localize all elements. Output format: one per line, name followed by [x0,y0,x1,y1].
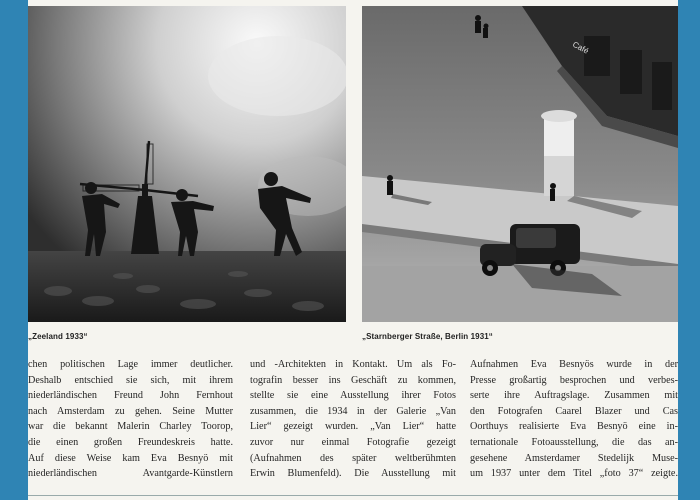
text-column-2 [250,357,456,482]
text-line: niederländischen Avantgarde-Künstlern [28,468,233,480]
text-line: Oorthuys realisierte Eva Besnyö eine in- [470,421,678,433]
caption-right: „Starnberger Straße, Berlin 1931“ [362,332,493,341]
text-line: Aufnahmen Eva Besnyös wurde in der [470,359,678,370]
bottom-rule [28,495,678,496]
text-line: chen politischen Lage immer deutlicher. [28,359,233,370]
text-line: die einen großen Freundeskreis hatte. [28,436,233,448]
text-column-3 [470,357,678,482]
text-line: war die bekannt Malerin Charley Toorop, [28,421,233,433]
text-line: gesehene Amsterdamer Stedelijk Muse- [470,452,678,464]
text-line: tografin besser ins Geschäft zu kommen, [250,374,456,386]
text-line: Auf diese Weise kam Eva Besnyö mit [28,452,233,464]
cafe-sign: Café [571,39,591,56]
magazine-page [28,0,678,500]
text-line: Lier“ gezeigt wurden. „Van Lier“ hatte [250,421,456,433]
text-line: Erwin Blumenfeld). Die Ausstellung mit [250,468,456,480]
text-line: um 1937 unter dem Titel „foto 37“ zeigte. [470,468,678,480]
text-line: (Aufnahmen des später weltberühmten [250,452,456,464]
photo-zeeland [28,6,346,322]
text-line: stellte sie eine Ausstellung ihrer Fotos [250,390,456,402]
text-line: ternationale Fotoausstellung, die das an- [470,436,678,448]
caption-left: „Zeeland 1933“ [28,332,88,341]
text-line: Deshalb entschied sie sich, mit ihrem [28,374,233,386]
text-line: niederländischen Freund John Fernhout [28,390,233,402]
text-column-1 [28,357,233,482]
text-line: und -Architekten in Kontakt. Um als Fo- [250,359,456,370]
text-line: serte ihre Auftragslage. Zusammen mit [470,390,678,402]
text-line: den Fotografen Caarel Blazer und Cas [470,405,678,417]
text-line: nach Amsterdam zu gehen. Seine Mutter [28,405,233,417]
text-line: Presse großartig besprochen und verbes- [470,374,678,386]
text-line: zusammen, die 1934 in der Galerie „Van [250,405,456,417]
text-line: zuvor nur einmal Fotografie gezeigt [250,436,456,448]
photo-berlin-street [362,6,678,322]
